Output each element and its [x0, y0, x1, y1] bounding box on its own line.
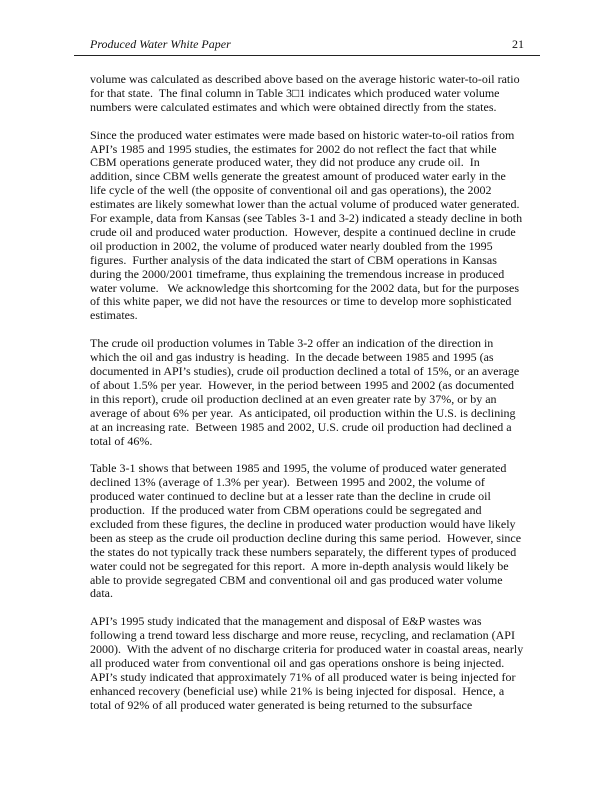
header-rule	[74, 55, 540, 56]
page-header	[90, 37, 524, 51]
paragraph: The crude oil production volumes in Table 3-2 offer an indication of the direction in which the oil and gas industry is heading. In the decade between 1985 and 1995 (as documented in API’s studies), crude oil production declined a total of 15%, or an average of about 1.5% per year. However, in the period between 1995 and 2002 (as documented in this report), crude oil production declined at an even greater rate by 37%, or by an average of about 6% per year. As anticipated, oil production within the U.S. is declining at an increasing rate. Between 1985 and 2002, U.S. crude oil production had declined a total of 46%.	[90, 336, 523, 448]
page-number: 21	[512, 37, 524, 51]
paragraph: Table 3-1 shows that between 1985 and 1995, the volume of produced water generated declined 13% (average of 1.3% per year). Between 1995 and 2002, the volume of produced water continued to decline but at a lesser rate than the decline in crude oil production. If the produced water from CBM operations could be segregated and excluded from these figures, the decline in produced water production would have likely been as steep as the crude oil production decline during this same period. However, since the states do not typically track these numbers separately, the different types of produced water could not be segregated for this report. A more in-depth analysis would likely be able to provide segregated CBM and conventional oil and gas produced water volume data.	[90, 461, 525, 601]
document-body	[90, 72, 527, 727]
paragraph: Since the produced water estimates were made based on historic water-to-oil ratios from API’s 1985 and 1995 studies, the estimates for 2002 do not reflect the fact that while CBM operations generate produced water, they did not produce any crude oil. In addition, since CBM wells generate the greatest amount of produced water early in the life cycle of the well (the opposite of conventional oil and gas operations), the 2002 estimates are likely somewhat lower than the actual volume of produced water generated. For example, data from Kansas (see Tables 3-1 and 3-2) indicated a steady decline in both crude oil and produced water production. However, despite a continued decline in crude oil production in 2002, the volume of produced water nearly doubled from the 1995 figures. Further analysis of the data indicated the start of CBM operations in Kansas during the 2000/2001 timeframe, thus explaining the tremendous increase in produced water volume. We acknowledge this shortcoming for the 2002 data, but for the purposes of this white paper, we did not have the resources or time to develop more sophisticated estimates.	[90, 127, 526, 323]
document-title: Produced Water White Paper	[90, 37, 231, 51]
paragraph: volume was calculated as described above based on the average historic water-to-oil ratio for that state. The final column in Table 3□1 indicates which produced water volume numbers were calculated estimates and which were obtained directly from the states.	[90, 72, 523, 114]
paragraph: API’s 1995 study indicated that the management and disposal of E&P wastes was following a trend toward less discharge and more reuse, recycling, and reclamation (API 2000). With the advent of no discharge criteria for produced water in coastal areas, nearly all produced water from conventional oil and gas operations onshore is being injected. API’s study indicated that approximately 71% of all produced water is being injected for enhanced recovery (beneficial use) while 21% is being injected for disposal. Hence, a total of 92% of all produced water generated is being returned to the subsurface	[90, 614, 527, 712]
